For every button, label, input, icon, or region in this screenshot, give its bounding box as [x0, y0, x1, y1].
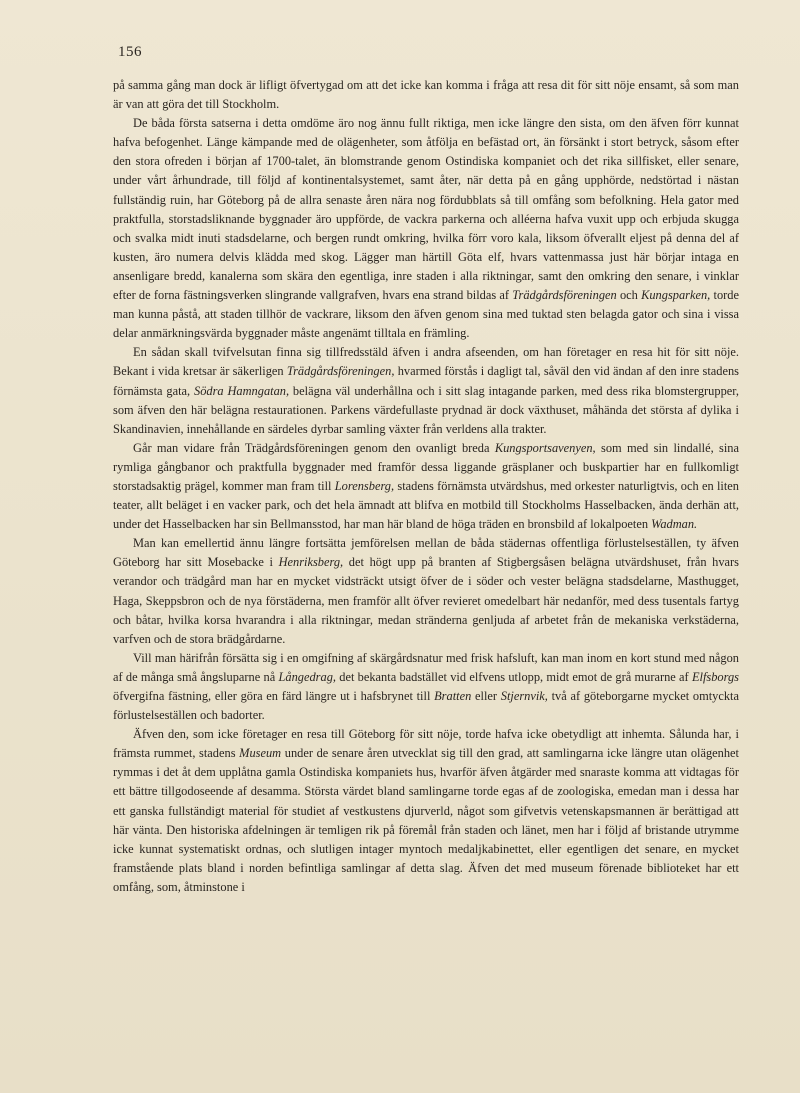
text-run: under de senare åren utvecklat sig till den grad, att samlingarna icke längre utan olägenhet rymmas i det åt dem upplåtna gamla Ostindiska kompaniets hus, hvarför äfven åtgärder med snaraste komma att vidtagas för ett bättre tillgodoseende af desamma. Största värdet bland samlingarne torde egas af de zoologiska, emedan man i dessa har ett ganska fullständigt material för studiet af vestkustens djurverld, något som gifvetvis vetenskapsmannen är berättigad att här vänta. Den historiska afdelningen är temligen rik på föremål från staden och länet, men har i följd af bristande utrymme icke kunnat systematiskt ordnas, och slutligen intager myntoch medaljkabinettet, eller egentligen det senare, en mycket framstående plats bland i norden befintliga samlingar af detta slag. Äfven det med museum förenade biblioteket har ett omfång, som, åtminstone i — [113, 746, 740, 894]
text-run: De båda första satserna i detta omdöme äro nog ännu fullt riktiga, men icke längre den sista, om den äfven förr kunnat hafva befogenhet. Länge kämpande med de olägenheter, som åtfölja en befästad ort, än försänkt i stort betryck, såsom efter den stora ofreden i början af 1700-talet, än blomstrande genom Ostindiska kompaniet och det rika sillfisket, eller senare, under vårt århundrade, till följd af kontinentalsystemet, samt åter, när detta på en gång upphörde, nedstörtad i nästan fullständig ruin, har Göteborg på de allra senaste åren nära nog fördubblats så till omfång som befolkning. Hela gator med praktfulla, storstadsliknande byggnader äro uppförde, de vackra parkerna och alléerna hafva vuxit upp och erbjuda skugga och svalka midt inuti stadsdelarne, och bergen rundt omkring, hvilka förr voro kala, liksom öfverallt eljest på denna del af kusten, äro numera delvis klädda med skog. Lägger man härtill Göta elf, hvars vattenmassa just här börjar intaga en ansenligare bredd, kanalerna som skära den egentliga, inre staden i alla riktningar, samt den omkring den senare, i vinklar efter de forna fästningsverken slingrande vallgrafven, hvars ena strand bildas af — [113, 116, 739, 303]
text-run: hvarmed förstås i dagligt tal, såväl den vid ändan af den inre stadens förnämsta gata, — [113, 364, 740, 398]
text-run: Vill man härifrån försätta sig i en omgifning af skärgårdsnatur med frisk hafsluft, kan man inom en kort stund med någon af de många små ångsluparne nå — [113, 650, 739, 684]
text-run: som med sin lindallé, sina rymliga gångbanor och praktfulla byggnader med framför dessa liggande gräsplaner och buskpartier har en fullkomligt storstadsaktig prägel, kommer man fram till — [113, 440, 739, 493]
italic-term: Bratten — [434, 689, 472, 703]
italic-term: Södra Hamngatan, — [194, 383, 290, 398]
paragraph — [113, 439, 739, 534]
italic-term: Kungsparken, — [641, 288, 711, 303]
italic-term: Kungsportsavenyen, — [494, 440, 596, 455]
italic-term: Lorensberg, — [334, 478, 395, 493]
italic-term: Wadman. — [651, 517, 698, 532]
text-run: En sådan skall tvifvelsutan finna sig tillfredsstäld äfven i andra afseenden, om han företager en resa hit för sitt nöje. Bekant i vida kretsar är säkerligen — [113, 345, 739, 379]
text-run: stadens förnämsta utvärdshus, med orkester naturligtvis, och en liten teater, allt beläget i en vacker park, och det hela ämnadt att blifva en motbild till Stockholms Hasselbacken, ända derhän att, under det Hasselbacken har sin Bellmansstod, har man här bland de höga träden en bronsbild af lokalpoeten — [113, 478, 739, 532]
paragraph — [113, 649, 739, 725]
paragraph — [113, 76, 739, 114]
text-run: Går man vidare från Trädgårdsföreningen genom den ovanligt breda — [133, 440, 495, 455]
page-number: 156 — [118, 44, 142, 60]
text-run: två af göteborgarne mycket omtyckta förlustelseställen och badorter. — [113, 689, 739, 723]
text-run: torde man kunna påstå, att staden tillhör de vackrare, liksom den äfven genom sina med tuktad sten belagda gator och sina i vissa delar anmärkningsvärda byggnader måste angenämt tilltala en främling. — [113, 288, 739, 341]
text-run: eller — [471, 689, 501, 703]
italic-term: Trädgårdsföreningen — [512, 288, 617, 303]
italic-term: Långedrag, — [278, 669, 336, 684]
text-run: det högt upp på branten af Stigbergsåsen belägna utvärdshuset, från hvars verandor och trädgård man har en mycket vidsträckt utsigt öfver de i söder och vester belägna stadsdelarne, Masthugget, Haga, Skeppsbron och de nya förstäderna, men framför allt öfver revieret omedelbart här nedanför, med dess tusentals fartyg och båtar, hvilka korsa hvarandra i alla riktningar, medan stränderna genljuda af arbetet från de mekaniska verkstäderna, varfven och de stora brädgårdarne. — [113, 555, 739, 646]
paragraph — [113, 725, 739, 897]
body-text — [113, 76, 739, 897]
text-run: öfvergifna fästning, eller göra en färd längre ut i hafsbrynet till — [113, 689, 435, 703]
text-run: och — [616, 288, 642, 303]
paragraph — [113, 114, 739, 343]
text-run: det bekanta badstället vid elfvens utlopp, midt emot de grå murarne af — [335, 669, 692, 684]
text-run: på samma gång man dock är lifligt öfvertygad om att det icke kan komma i fråga att resa dit för sitt nöje ensamt, så som man är van att göra det till Stockholm. — [113, 78, 739, 112]
italic-term: Elfsborgs — [691, 669, 739, 684]
text-run: belägna väl underhållna och i sitt slag intagande parken, med dess rika blomstergrupper, som äfven den här belägna restaurationen. Parkens värdefullaste prydnad är dock växthuset, måhända det största af dylika i Skandinavien, innehållande en särdeles dyrbar samling växter från verldens alla trakter. — [113, 383, 739, 436]
paragraph — [113, 534, 739, 649]
text-run: Äfven den, som icke företager en resa till Göteborg för sitt nöje, torde hafva icke obetydligt att inhemta. Sålunda har, i främsta rummet, stadens — [113, 727, 739, 761]
italic-term: Stjernvik, — [500, 689, 548, 703]
italic-term: Henriksberg, — [278, 555, 344, 570]
italic-term: Museum — [239, 746, 282, 761]
text-run: Man kan emellertid ännu längre fortsätta jemförelsen mellan de båda städernas offentliga förlustelseställen, ty äfven Göteborg har sitt Mosebacke i — [113, 536, 739, 570]
italic-term: Trädgårdsföreningen, — [286, 364, 395, 379]
paragraph — [113, 343, 739, 438]
